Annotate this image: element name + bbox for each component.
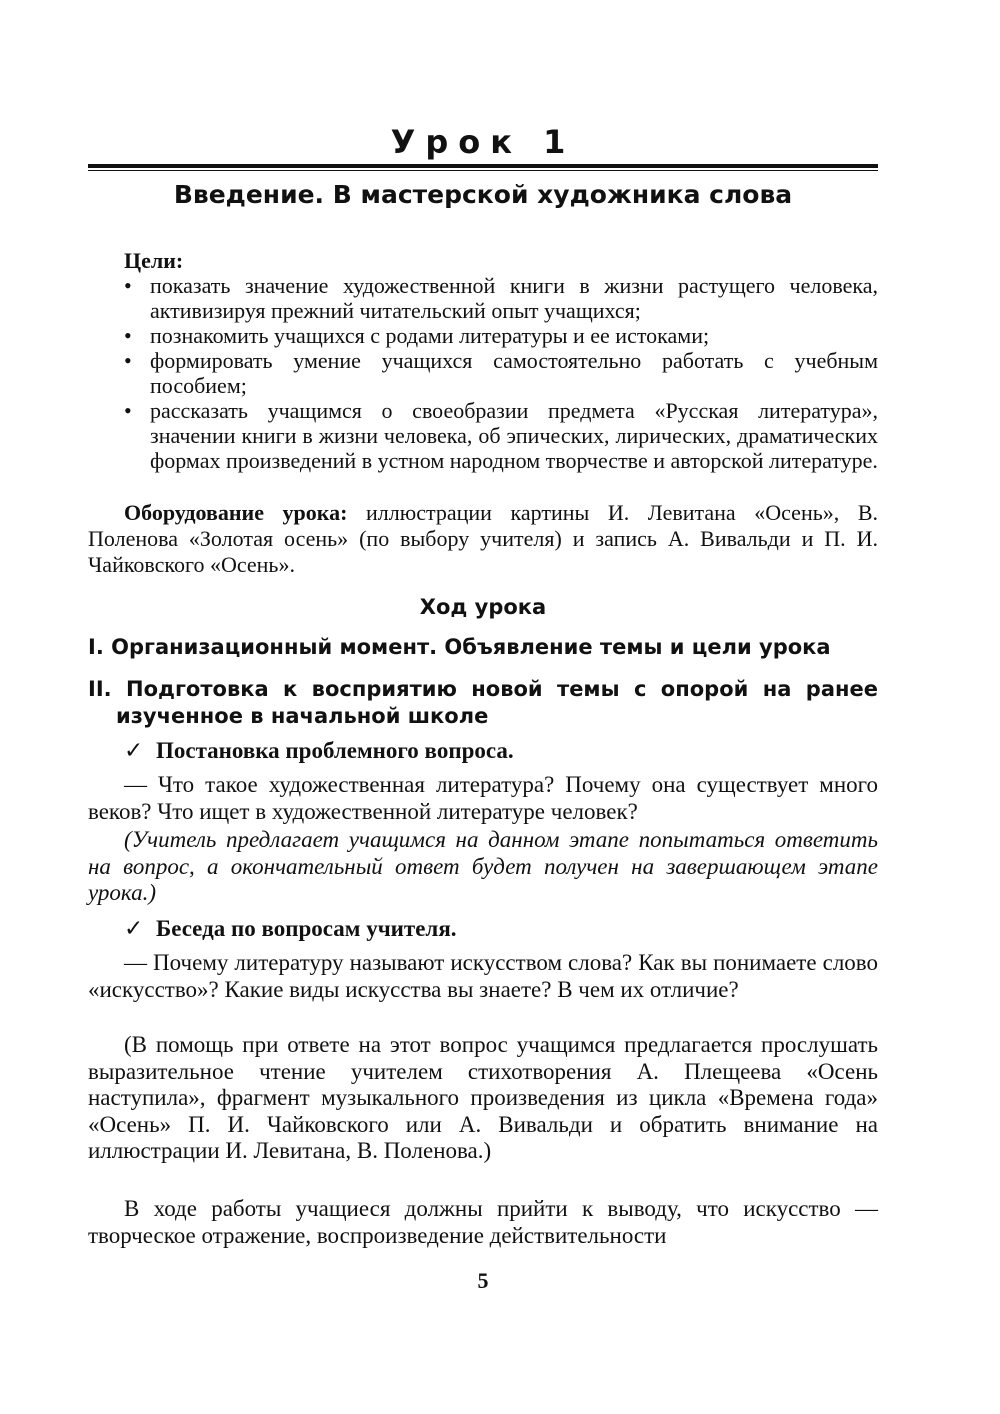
goal-item: • рассказать учащимся о своеобразии предмета «Русская литература», значении книги в жизни человека, об эпических, лирических, драматических формах произведений в устном народном творчестве и авторской литературе. [124, 398, 878, 473]
section-2-question: — Почему литературу называют искусством слова? Как вы понимаете слово «искусство»? Какие виды искусства вы знаете? В чем их отличие? [88, 950, 878, 1002]
section-1-question: — Что такое художественная литература? Почему она существует много веков? Что ищет в художественной литературе человек? [88, 772, 878, 824]
checkmark-icon: ✓ [124, 738, 144, 764]
goals-label: Цели: [124, 248, 184, 273]
stage-2-heading: II. Подготовка к восприятию новой темы с опорой на ранее изученное в начальной школе [88, 677, 878, 728]
section-2-conclusion: В ходе работы учащиеся должны прийти к выводу, что искусство — творческое отражение, воспроизведение действительности [88, 1196, 878, 1248]
bullet-icon: • [124, 398, 132, 423]
title-rule-thick [88, 164, 878, 168]
lesson-number: Урок 1 [390, 123, 576, 161]
goal-item: • познакомить учащихся с родами литературы и ее истоками; [124, 323, 710, 348]
page-number: 5 [477, 1268, 489, 1293]
bullet-icon: • [124, 323, 132, 348]
section-1-note: (Учитель предлагает учащимся на данном этапе попытаться ответить на вопрос, а окончательный ответ будет получен на завершающем этапе урока.) [88, 827, 878, 905]
goals-list [124, 273, 878, 473]
bullet-icon: • [124, 273, 132, 298]
goal-item: • формировать умение учащихся самостоятельно работать с учебным пособием; [124, 348, 878, 398]
section-1-heading: ✓ Постановка проблемного вопроса. [124, 738, 514, 764]
title-rule-thin [88, 170, 878, 171]
goals-block [124, 248, 878, 473]
checkmark-icon: ✓ [124, 916, 144, 942]
bullet-icon: • [124, 348, 132, 373]
course-heading: Ход урока [419, 595, 547, 619]
equipment-paragraph [88, 500, 878, 578]
section-2-note: (В помощь при ответе на этот вопрос учащимся предлагается прослушать выразительное чтение учителем стихотворения А. Плещеева «Осень наступила», фрагмент музыкального произведения из цикла «Времена года» «Осень» П. И. Чайковского или А. Вивальди и обратить внимание на иллюстрации И. Левитана, В. Поленова.) [88, 1032, 878, 1163]
stage-1-heading: I. Организационный момент. Объявление темы и цели урока [88, 635, 831, 659]
equipment-label: Оборудование урока: [124, 500, 348, 525]
section-2-heading: ✓ Беседа по вопросам учителя. [124, 916, 457, 942]
lesson-title: Введение. В мастерской художника слова [173, 180, 793, 209]
equipment-text: иллюстрации картины И. Левитана «Осень», В. Поленова «Золотая осень» (по выбору учителя) и запись А. Вивальди и П. И. Чайковского «Осень». [88, 500, 879, 577]
goal-item: • показать значение художественной книги в жизни растущего человека, активизируя прежний читательский опыт учащихся; [124, 273, 878, 323]
